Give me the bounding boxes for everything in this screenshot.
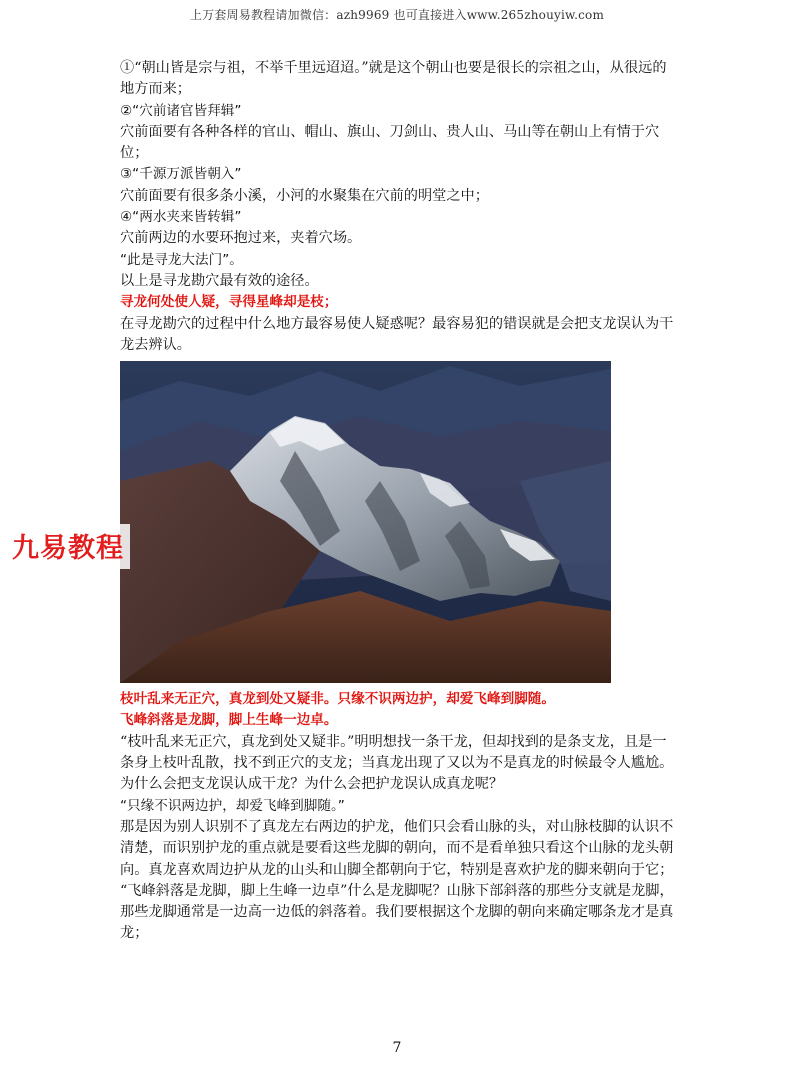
paragraph-3: 穴前面要有各种各样的官山、帽山、旗山、刀剑山、贵人山、马山等在朝山上有情于穴位； bbox=[120, 123, 660, 162]
highlight-verse-2: 枝叶乱来无正穴，真龙到处又疑非。只缘不识两边护，却爱飞峰到脚随。 bbox=[120, 691, 555, 708]
paragraph-7: 穴前两边的水要环抱过来，夹着穴场。 bbox=[120, 230, 362, 247]
page-header: 上万套周易教程请加微信：azh9969 也可直接进入www.265zhouyiw.com bbox=[189, 8, 605, 22]
paragraph-11: “枝叶乱来无正穴，真龙到处又疑非。”明明想找一条干龙，但却找到的是条支龙，且是一条身上枝叶乱散，找不到正穴的支龙；当真龙出现了又以为不是真龙的时候最令人尴尬。 bbox=[120, 733, 674, 772]
paragraph-9: 以上是寻龙勘穴最有效的途径。 bbox=[120, 272, 319, 289]
watermark-logo: 九易教程 bbox=[8, 524, 130, 569]
highlight-verse-3: 飞峰斜落是龙脚，脚上生峰一边卓。 bbox=[120, 712, 338, 729]
paragraph-2: ②“穴前诸官皆拜辑” bbox=[120, 102, 242, 119]
document-body bbox=[120, 58, 676, 945]
mountain-aerial-photo bbox=[120, 361, 611, 683]
paragraph-14: 那是因为别人识别不了真龙左右两边的护龙，他们只会看山脉的头，对山脉枝脚的认识不清楚，而识别护龙的重点就是要看这些龙脚的朝向，而不是看单独只看这个山脉的龙头朝向。真龙喜欢周边护从龙的山头和山脚全都朝向于它，特别是喜欢护龙的脚来朝向于它； bbox=[120, 818, 674, 878]
paragraph-12: 为什么会把支龙误认成干龙？为什么会把护龙误认成真龙呢？ bbox=[120, 776, 504, 793]
paragraph-8: “此是寻龙大法门”。 bbox=[120, 251, 243, 268]
paragraph-5: 穴前面要有很多条小溪，小河的水聚集在穴前的明堂之中； bbox=[120, 187, 489, 204]
paragraph-6: ④“两水夹来皆转辑” bbox=[120, 209, 242, 226]
paragraph-15: “飞峰斜落是龙脚，脚上生峰一边卓”什么是龙脚呢？山脉下部斜落的那些分支就是龙脚，那些龙脚通常是一边高一边低的斜落着。我们要根据这个龙脚的朝向来确定哪条龙才是真龙； bbox=[120, 882, 674, 942]
page-number: 7 bbox=[392, 1040, 402, 1056]
paragraph-4: ③“千源万派皆朝入” bbox=[120, 166, 242, 183]
mountain-illustration bbox=[120, 361, 611, 683]
paragraph-1: ①“朝山皆是宗与祖，不举千里远迢迢。”就是这个朝山也要是很长的宗祖之山，从很远的地方而来； bbox=[120, 60, 667, 98]
paragraph-13: “只缘不识两边护，却爱飞峰到脚随。” bbox=[120, 797, 345, 814]
paragraph-10: 在寻龙勘穴的过程中什么地方最容易使人疑惑呢？最容易犯的错误就是会把支龙误认为干龙去辨认。 bbox=[120, 315, 674, 353]
top-section bbox=[120, 58, 676, 356]
highlight-verse-1: 寻龙何处使人疑，寻得星峰却是枝； bbox=[120, 294, 338, 311]
bottom-section bbox=[120, 689, 676, 945]
